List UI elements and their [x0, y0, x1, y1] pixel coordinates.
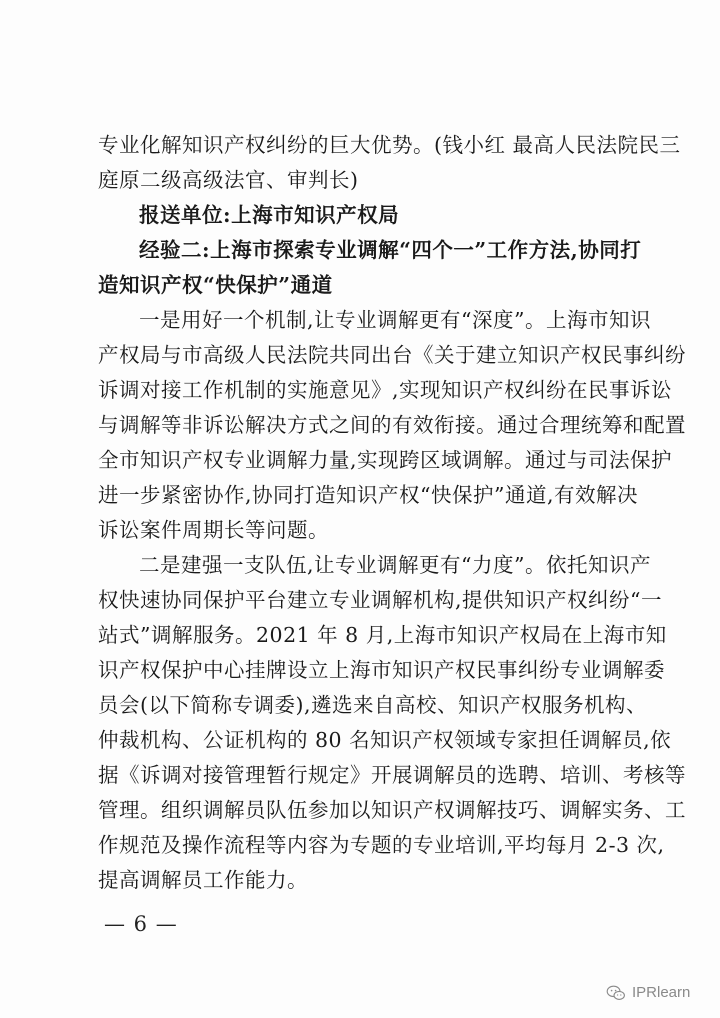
- watermark: [606, 984, 690, 1001]
- text-line: 据《诉调对接管理暂行规定》开展调解员的选聘、培训、考核等: [98, 763, 686, 787]
- text-line: 员会(以下简称专调委),遴选来自高校、知识产权服务机构、: [98, 693, 648, 717]
- text-line: 二是建强一支队伍,让专业调解更有“力度”。依托知识产: [139, 553, 651, 577]
- wechat-icon: [606, 985, 626, 1001]
- text-line: 识产权保护中心挂牌设立上海市知识产权民事纠纷专业调解委: [98, 658, 665, 682]
- text-line: 作规范及操作流程等内容为专题的专业培训,平均每月 2-3 次,: [98, 833, 665, 857]
- text-line: 诉调对接工作机制的实施意见》,实现知识产权纠纷在民事诉讼: [98, 378, 673, 402]
- text-line: 造知识产权“快保护”通道: [98, 273, 333, 297]
- text-line: 与调解等非诉讼解决方式之间的有效衔接。通过合理统筹和配置: [98, 413, 686, 437]
- document-body: [98, 128, 686, 898]
- text-line: 仲裁机构、公证机构的 80 名知识产权领域专家担任调解员,依: [98, 728, 672, 752]
- paragraph-mechanism: [98, 303, 686, 548]
- page-number: — 6 —: [104, 912, 178, 936]
- text-line: 经验二:上海市探索专业调解“四个一”工作方法,协同打: [139, 238, 642, 262]
- text-line: 权快速协同保护平台建立专业调解机构,提供知识产权纠纷“一: [98, 588, 662, 612]
- text-line: 产权局与市高级人民法院共同出台《关于建立知识产权民事纠纷: [98, 343, 686, 367]
- text-line: 专业化解知识产权纠纷的巨大优势。(钱小红 最高人民法院民三: [98, 133, 681, 157]
- text-line: 报送单位:上海市知识产权局: [139, 203, 400, 227]
- text-line: 进一步紧密协作,协同打造知识产权“快保护”通道,有效解决: [98, 483, 638, 507]
- text-line: 管理。组织调解员队伍参加以知识产权调解技巧、调解实务、工: [98, 798, 686, 822]
- text-line: 庭原二级高级法官、审判长): [98, 168, 359, 192]
- experience-heading: [98, 233, 654, 303]
- text-line: 站式”调解服务。2021 年 8 月,上海市知识产权局在上海市知: [98, 623, 667, 647]
- text-line: 全市知识产权专业调解力量,实现跨区域调解。通过与司法保护: [98, 448, 673, 472]
- text-line: 诉讼案件周期长等问题。: [98, 518, 329, 542]
- submitting-unit: [98, 198, 654, 233]
- text-line: 一是用好一个机制,让专业调解更有“深度”。上海市知识: [139, 308, 651, 332]
- paragraph-continuation: [98, 128, 681, 198]
- paragraph-team: [98, 548, 686, 898]
- text-line: 提高调解员工作能力。: [98, 868, 308, 892]
- watermark-text: IPRlearn: [632, 984, 691, 1001]
